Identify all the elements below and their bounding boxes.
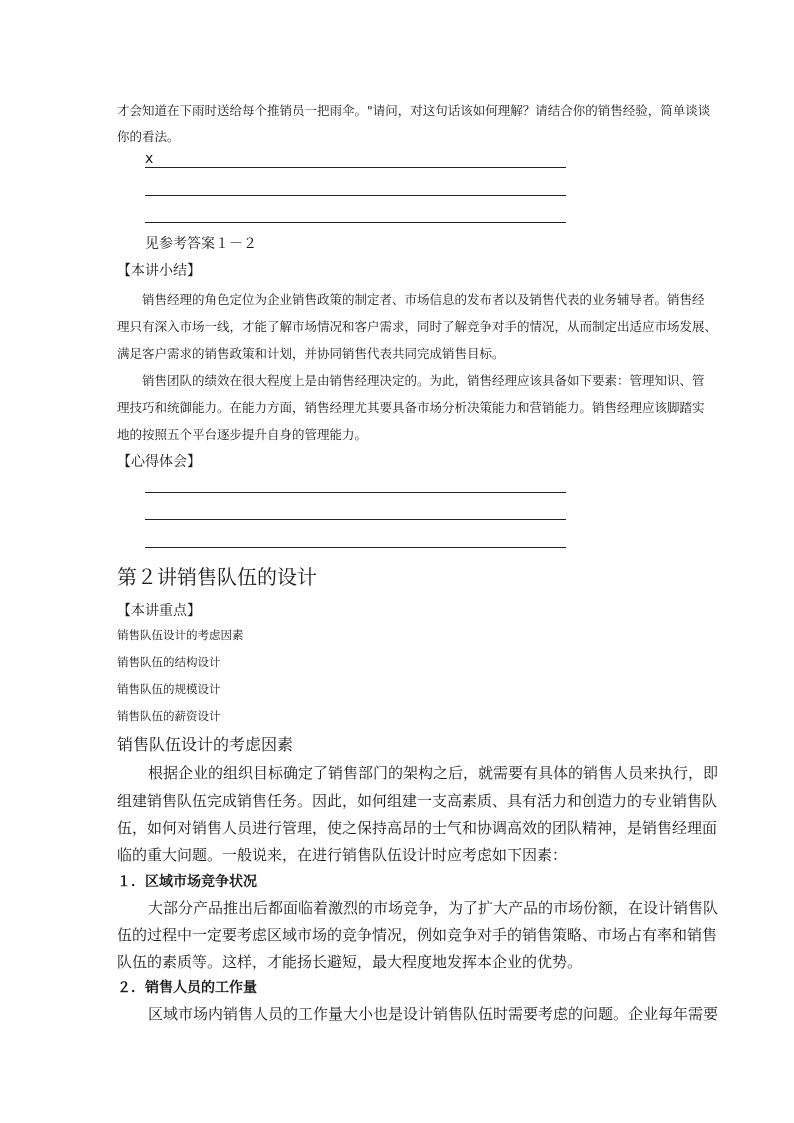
summary-p2-line-3: 地的按照五个平台逐步提升自身的管理能力。 — [117, 427, 368, 442]
focus-item-2[interactable]: 销售队伍的结构设计 — [117, 655, 221, 669]
summary-p2-line-1: 销售团队的绩效在很大程度上是由销售经理决定的。为此，销售经理应该具备如下要素：管理知识、管 — [142, 373, 705, 388]
summary-p1-line-2: 理只有深入市场一线，才能了解市场情况和客户需求，同时了解竞争对手的情况，从而制定出适应市场发展、 — [117, 319, 718, 334]
section-para-line-2: 组建销售队伍完成销售任务。因此，如何组建一支高素质、具有活力和创造力的专业销售队 — [117, 792, 718, 810]
insight-line-2[interactable] — [145, 519, 566, 520]
section-title: 销售队伍设计的考虑因素 — [117, 735, 294, 754]
intro-line-2: 你的看法。 — [117, 129, 180, 144]
section-para-line-3: 伍，如何对销售人员进行管理，使之保持高昂的士气和协调高效的团队精神，是销售经理面 — [117, 819, 718, 837]
answer-line-1[interactable] — [145, 167, 566, 168]
focus-item-1[interactable]: 销售队伍设计的考虑因素 — [117, 628, 244, 642]
focus-item-4[interactable]: 销售队伍的薪资设计 — [117, 709, 221, 723]
summary-p1-line-3: 满足客户需求的销售政策和计划，并协同销售代表共同完成销售目标。 — [117, 346, 505, 361]
insight-line-3[interactable] — [145, 547, 566, 548]
answer-marker: x — [145, 151, 154, 167]
answer-line-3[interactable] — [145, 222, 566, 223]
factor-2-heading: ２．销售人员的工作量 — [117, 980, 257, 996]
reference-answer-note: 见参考答案１－２ — [145, 236, 257, 252]
section-para-line-4: 临的重大问题。一般说来，在进行销售队伍设计时应考虑如下因素： — [117, 846, 568, 864]
insight-line-1[interactable] — [145, 492, 566, 493]
lecture-title: 第２讲销售队伍的设计 — [117, 565, 317, 589]
summary-heading: 【本讲小结】 — [117, 263, 201, 279]
summary-p2-line-2: 理技巧和统御能力。在能力方面，销售经理尤其要具备市场分析决策能力和营销能力。销售经理应该脚踏实 — [117, 400, 705, 415]
insight-heading: 【心得体会】 — [117, 454, 201, 470]
focus-heading: 【本讲重点】 — [117, 603, 201, 619]
answer-line-2[interactable] — [145, 195, 566, 196]
factor-2-line-1: 区域市场内销售人员的工作量大小也是设计销售队伍时需要考虑的问题。企业每年需要 — [148, 1005, 719, 1023]
factor-1-heading: １．区域市场竞争状况 — [117, 874, 257, 890]
section-para-line-1: 根据企业的组织目标确定了销售部门的架构之后，就需要有具体的销售人员来执行，即 — [148, 764, 719, 782]
focus-item-3[interactable]: 销售队伍的规模设计 — [117, 682, 221, 696]
intro-line-1: 才会知道在下雨时送给每个推销员一把雨伞。"请问，对这句话该如何理解？请结合你的销售经验，简单谈谈 — [117, 103, 711, 118]
summary-p1-line-1: 销售经理的角色定位为企业销售政策的制定者、市场信息的发布者以及销售代表的业务辅导者。销售经 — [142, 292, 705, 307]
factor-1-line-3: 队伍的素质等。这样，才能扬长避短，最大程度地发挥本企业的优势。 — [117, 953, 583, 971]
factor-1-line-1: 大部分产品推出后都面临着激烈的市场竞争，为了扩大产品的市场份额，在设计销售队 — [148, 899, 719, 917]
factor-1-line-2: 伍的过程中一定要考虑区域市场的竞争情况，例如竞争对手的销售策略、市场占有率和销售 — [117, 926, 718, 944]
